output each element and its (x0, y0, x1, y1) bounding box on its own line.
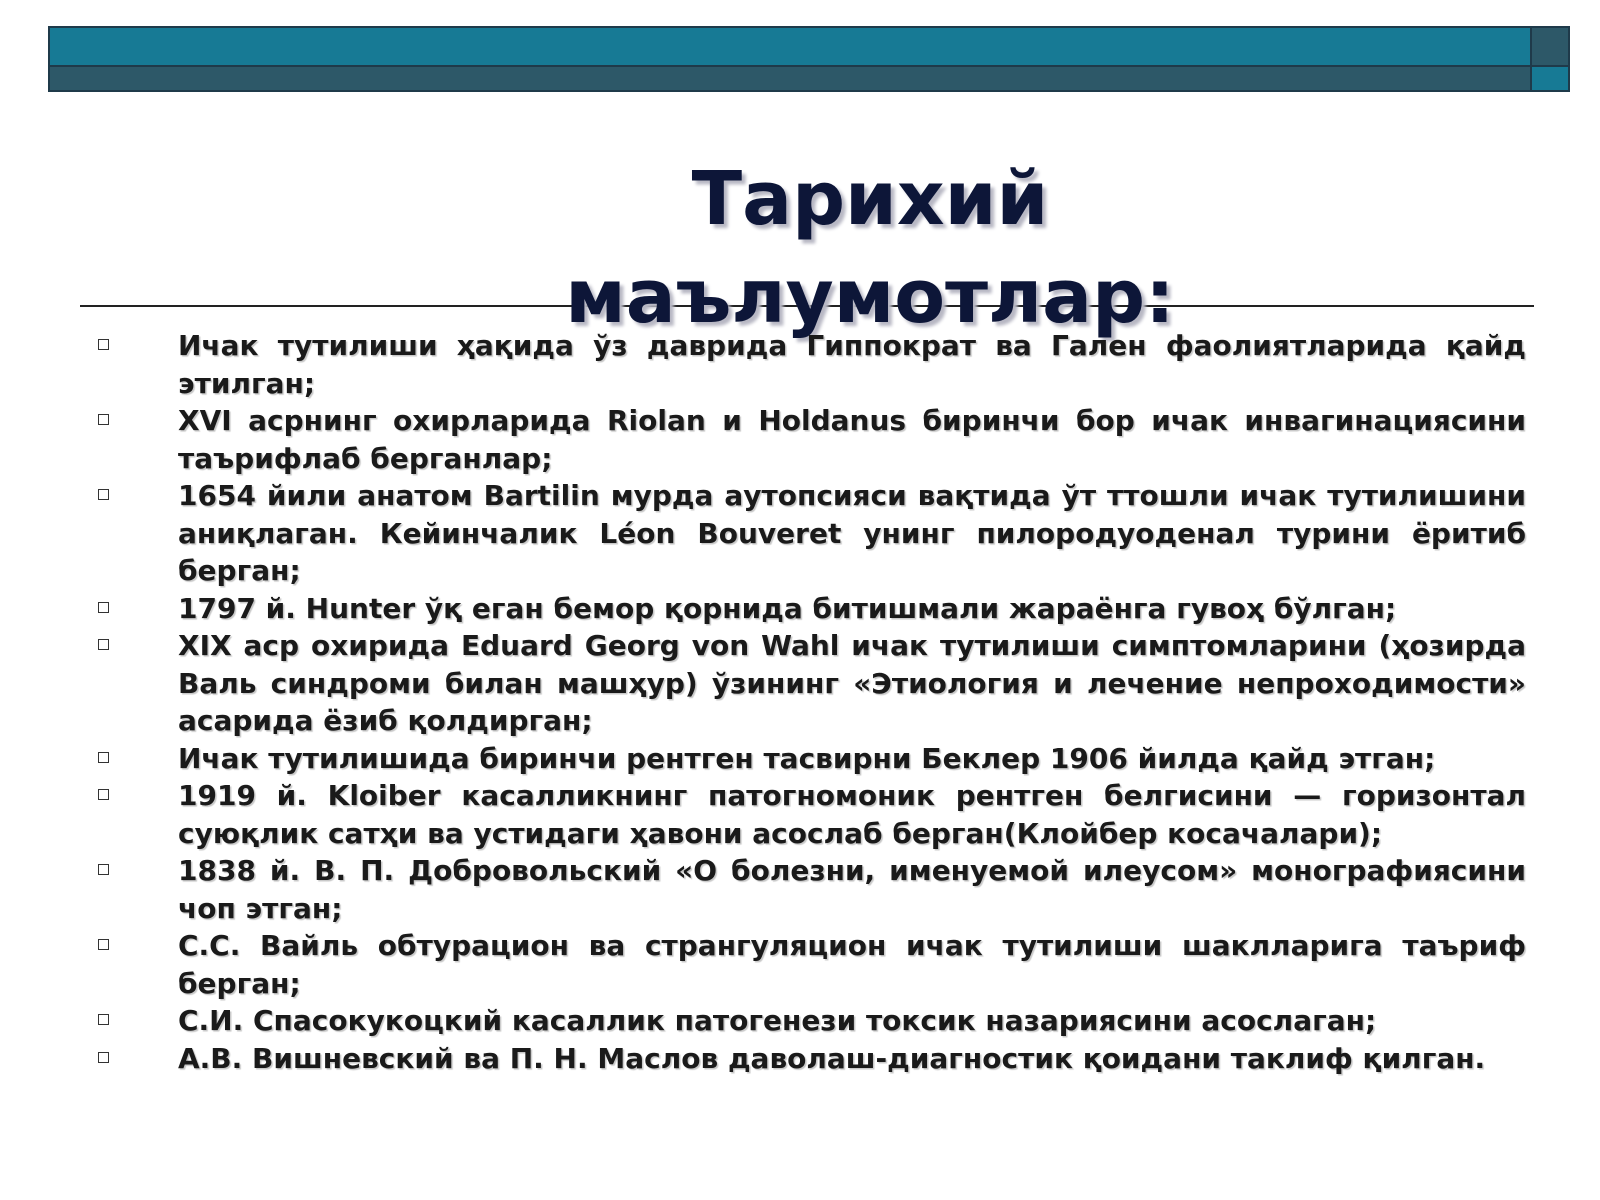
square-bullet-icon (98, 789, 109, 800)
list-item (96, 402, 1526, 477)
list-item (96, 477, 1526, 590)
history-bullet-list (96, 327, 1526, 1077)
list-item-text: Ичак тутилиши ҳақида ўз даврида Гиппократ ва Гален фаолиятларида қайд этилган; (178, 329, 1526, 400)
slide-title (0, 150, 1600, 346)
square-bullet-icon (98, 414, 109, 425)
list-item-text: А.В. Вишневский ва П. Н. Маслов даволаш-диагностик қоидани таклиф қилган. (178, 1041, 1486, 1075)
list-item-text: С.И. Спасокукоцкий касаллик патогенези токсик назариясини асослаган; (178, 1004, 1377, 1037)
list-item (96, 627, 1526, 740)
square-bullet-icon (98, 489, 109, 500)
square-bullet-icon (98, 639, 109, 650)
header-band-top (50, 28, 1530, 67)
header-corner-bottom (1530, 67, 1568, 90)
slide-title-line-2: маълумотлар: (565, 254, 1175, 340)
square-bullet-icon (98, 1052, 109, 1063)
slide-title-line-1: Тарихий (691, 156, 1049, 242)
header-bar (48, 26, 1570, 92)
list-item-text: 1919 й. Kloiber касалликнинг патогномоник рентген белгисини — горизонтал суюқлик сатҳи ва устидаги ҳавони асослаб берган(Клойбер косачалари); (178, 779, 1526, 850)
header-corner-top (1530, 28, 1568, 67)
list-item-text: XVI асрнинг охирларида Riolan и Holdanus биринчи бор ичак инвагинациясини таърифлаб берганлар; (178, 404, 1526, 475)
list-item (96, 777, 1526, 852)
list-item (96, 1040, 1526, 1078)
square-bullet-icon (98, 864, 109, 875)
list-item (96, 590, 1526, 628)
header-band-bottom (50, 67, 1530, 90)
square-bullet-icon (98, 939, 109, 950)
list-item-text: 1797 й. Hunter ўқ еган бемор қорнида битишмали жараёнга гувоҳ бўлган; (178, 591, 1397, 625)
list-item (96, 740, 1526, 778)
list-item-text: Ичак тутилишида биринчи рентген тасвирни Беклер 1906 йилда қайд этган; (178, 741, 1436, 775)
list-item (96, 852, 1526, 927)
list-item-text: 1654 йили анатом Bartilin мурда аутопсияси вақтида ўт ттошли ичак тутилишини аниқлаган. Кейинчалик Léon Bouveret унинг пилородуоденал турини ёритиб берган; (178, 479, 1526, 587)
square-bullet-icon (98, 339, 109, 350)
list-item (96, 1002, 1526, 1040)
list-item-text: XIX аср охирида Eduard Georg von Wahl ичак тутилиши симптомларини (ҳозирда Валь синдроми билан машҳур) ўзининг «Этиология и лечение непроходимости» асарида ёзиб қолдирган; (178, 629, 1526, 737)
square-bullet-icon (98, 1014, 109, 1025)
square-bullet-icon (98, 602, 109, 613)
list-item (96, 927, 1526, 1002)
list-item (96, 327, 1526, 402)
square-bullet-icon (98, 752, 109, 763)
list-item-text: С.С. Вайль обтурацион ва странгуляцион ичак тутилиши шаклларига таъриф берган; (178, 929, 1526, 1000)
list-item-text: 1838 й. В. П. Добровольский «О болезни, именуемой илеусом» монографиясини чоп этган; (178, 854, 1526, 925)
